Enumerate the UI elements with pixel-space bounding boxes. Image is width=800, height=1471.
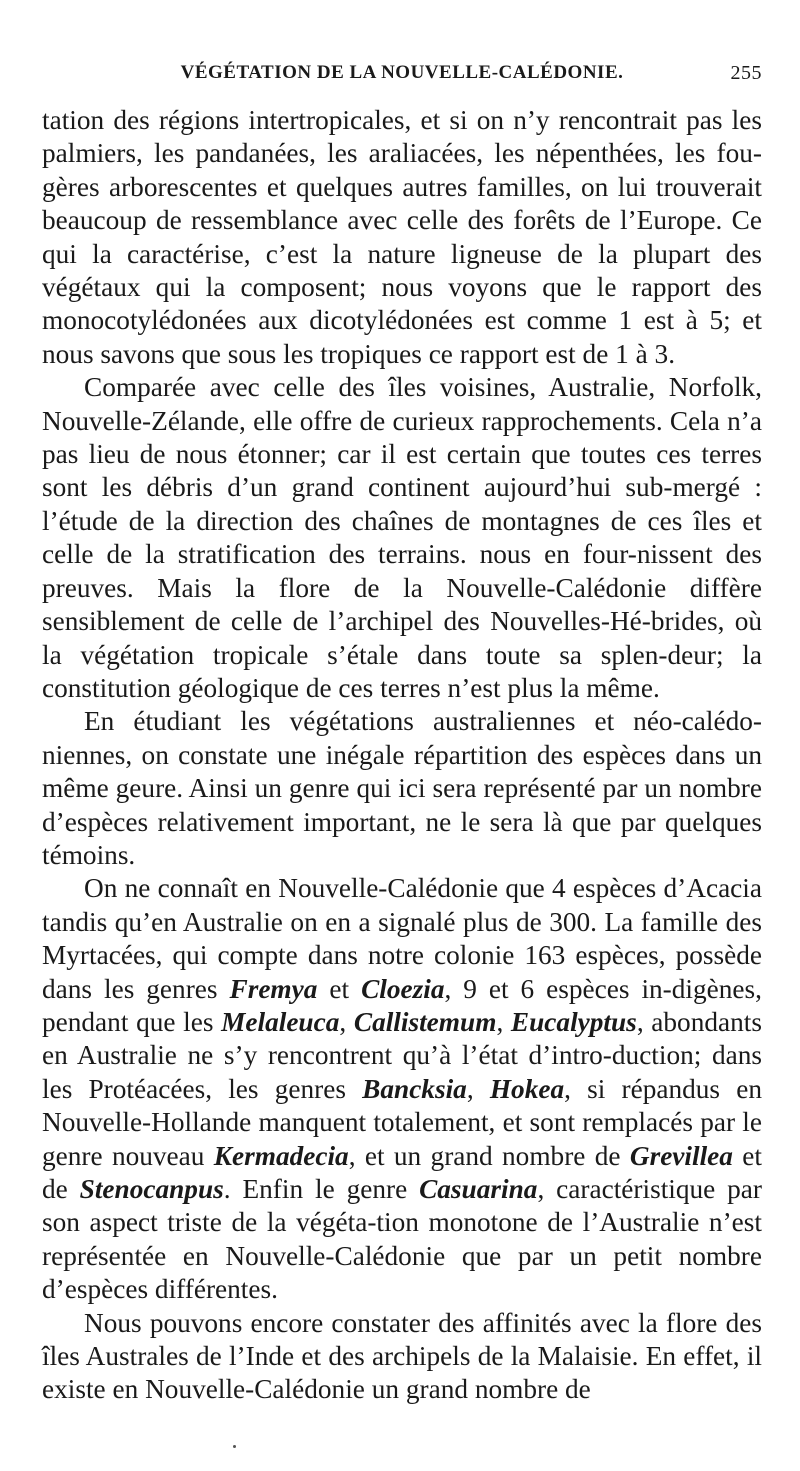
print-speck: [233, 1445, 236, 1448]
genus-name: Bancksia: [362, 1073, 467, 1104]
body-text: [42, 104, 762, 1407]
text-run: , caractéristique par son aspect triste de la végéta-tion monotone de l’Australie n’est représentée en Nouvelle-Calédonie que par un petit nombre d’espèces différentes.: [42, 1174, 763, 1305]
genus-name: Grevillea: [629, 1140, 733, 1171]
text-run: et: [317, 973, 362, 1004]
text-run: Nous pouvons encore constater des affinités avec la flore des îles Australes de l’Inde et des archipels de la Malaisie. En effet, il existe en Nouvelle-Calédonie un grand nombre de: [42, 1307, 762, 1405]
paragraph-3: [42, 705, 762, 872]
paragraph-4: [42, 872, 762, 1306]
genus-name: Stenocanpus: [79, 1174, 224, 1204]
text-run: , abondants en Australie ne s’y rencontrent qu’à l’état d’intro-duction; dans les Protéacées, les genres: [42, 1006, 762, 1104]
genus-name: Cloezia: [361, 973, 445, 1004]
text-run: En étudiant les végétations australiennes et néo-calédo-niennes, on constate une inégale répartition des espèces dans un même geure. Ainsi un genre qui ici sera représenté par un nombre d’espèces relativement important, ne le sera là que par quelques témoins.: [42, 706, 762, 870]
genus-name: Melaleuca: [221, 1006, 340, 1037]
text-run: tation des régions intertropicales, et si on n’y rencontrait pas les palmiers, les pandanées, les araliacées, les népenthées, les fou-gères arborescentes et quelques autres familles, on lui trouverait beaucoup de ressemblance avec celle des forêts de l’Europe. Ce qui la caractérise, c’est la nature ligneuse de la plupart des végétaux qui la composent; nous voyons que le rapport des monocotylédonées aux dicotylédonées est comme 1 est à 5; et nous savons que sous les tropiques ce rapport est de 1 à 3.: [42, 105, 762, 369]
text-run: , et un grand nombre de: [348, 1140, 630, 1171]
text-run: On ne connaît en Nouvelle-Calédonie que 4 espèces d’Acacia tandis qu’en Australie on en a signalé plus de 300. La famille des Myrtacées, qui compte dans notre colonie 163 espèces, possède dans les genres: [42, 873, 762, 1004]
genus-name: Callistemum: [353, 1006, 497, 1037]
text-run: ,: [496, 1006, 511, 1037]
text-run: ,: [466, 1073, 490, 1104]
text-run: , si répandus en Nouvelle-Hollande manquent totalement, et sont remplacés par le genre nouveau: [42, 1073, 763, 1171]
genus-name: Fremya: [229, 973, 318, 1004]
text-run: ,: [339, 1006, 354, 1037]
running-header: [42, 62, 762, 98]
genus-name: Kermadecia: [213, 1140, 349, 1171]
genus-name: Eucalyptus: [510, 1006, 637, 1037]
running-title: VÉGÉTATION DE LA NOUVELLE-CALÉDONIE.: [180, 62, 624, 83]
text-run: et de: [42, 1140, 762, 1204]
genus-name: Hokea: [489, 1073, 565, 1104]
paragraph-5: [42, 1307, 762, 1407]
paragraph-1: [42, 104, 762, 371]
page-number: 255: [730, 62, 762, 84]
paragraph-2: [42, 371, 762, 705]
text-run: , 9 et 6 espèces in-digènes, pendant que les: [42, 973, 762, 1037]
text-run: . Enfin le genre: [223, 1174, 420, 1204]
genus-name: Casuarina: [419, 1174, 538, 1204]
text-run: Comparée avec celle des îles voisines, Australie, Norfolk, Nouvelle-Zélande, elle offre de curieux rapprochements. Cela n’a pas lieu de nous étonner; car il est certain que toutes ces terres sont les débris d’un grand continent aujourd’hui sub-mergé : l’étude de la direction des chaînes de montagnes de ces îles et celle de la stratification des terrains. nous en four-nissent des preuves. Mais la flore de la Nouvelle-Calédonie diffère sensiblement de celle de l’archipel des Nouvelles-Hé-brides, où la végétation tropicale s’étale dans toute sa splen-deur; la constitution géologique de ces terres n’est plus la même.: [42, 372, 762, 703]
